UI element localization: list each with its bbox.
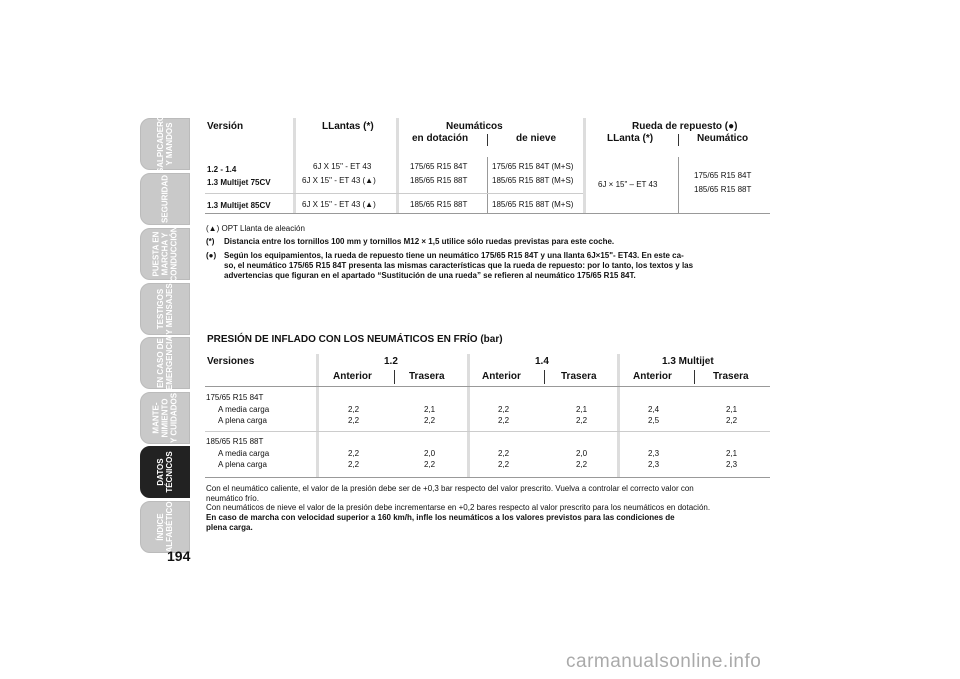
load-label: A plena carga — [218, 460, 267, 469]
header-en-dotacion: en dotación — [412, 133, 469, 144]
pressure-value: 2,4 — [648, 405, 660, 414]
pressure-value: 2,2 — [726, 416, 738, 425]
pressure-value: 2,0 — [424, 449, 436, 458]
tab-puesta-en-marcha[interactable] — [140, 228, 190, 280]
dotacion-cell: 185/65 R15 88T — [410, 176, 468, 185]
column-divider — [617, 354, 620, 478]
tab-label: MANTE- NIMIENTO Y CUIDADOS — [151, 392, 179, 444]
tab-label: DATOS TÉCNICOS — [156, 451, 174, 493]
pressure-value: 2,2 — [498, 460, 510, 469]
repuesto-llanta-cell: 6J × 15" – ET 43 — [598, 180, 658, 189]
footer-bold-text: plena carga. — [206, 523, 253, 532]
column-divider — [293, 118, 296, 214]
tab-seguridad[interactable] — [140, 173, 190, 225]
note-mark: (●) — [206, 251, 217, 260]
load-label: A media carga — [218, 449, 270, 458]
pressure-value: 2,2 — [498, 449, 510, 458]
pressure-value: 2,2 — [348, 416, 360, 425]
load-label: A plena carga — [218, 416, 267, 425]
tab-salpicadero[interactable] — [140, 114, 190, 174]
table-bottom-rule — [205, 477, 770, 478]
note-mark: (*) — [206, 237, 215, 246]
dotacion-cell: 175/65 R15 84T — [410, 162, 468, 171]
pressure-value: 2,1 — [726, 405, 738, 414]
pressure-value: 2,5 — [648, 416, 660, 425]
trasera-header: Trasera — [561, 371, 597, 382]
footer-text: Con el neumático caliente, el valor de la presión debe ser de +0,3 bar respecto del valor prescrito. Vuelva a controlar el correcto valor con — [206, 484, 694, 493]
header-version: Versión — [207, 121, 244, 132]
llanta-cell: 6J X 15" - ET 43 (▲) — [302, 200, 376, 209]
pressure-value: 2,1 — [576, 405, 588, 414]
column-divider — [467, 354, 470, 478]
trasera-header: Trasera — [713, 371, 749, 382]
note-repuesto-line: Según los equipamientos, la rueda de repuesto tiene un neumático 175/65 R15 84T y una llanta 6J×15"- ET43. En este ca- — [224, 251, 684, 260]
section-title: PRESIÓN DE INFLADO CON LOS NEUMÁTICOS EN FRÍO (bar) — [207, 334, 503, 345]
row-divider — [205, 431, 770, 432]
pressure-value: 2,2 — [576, 460, 588, 469]
tab-label: ÍNDICE ALFABÉTICO — [156, 501, 174, 553]
header-rueda-repuesto: Rueda de repuesto (●) — [632, 121, 738, 132]
repuesto-neumatico-cell: 175/65 R15 84T — [694, 171, 752, 180]
pressure-value: 2,1 — [726, 449, 738, 458]
llanta-cell: 6J X 15" - ET 43 (▲) — [302, 176, 376, 185]
column-divider — [394, 370, 395, 384]
tab-label: SEGURIDAD — [160, 174, 170, 224]
page-number: 194 — [167, 548, 191, 564]
llanta-cell: 6J X 15" - ET 43 — [313, 162, 372, 171]
footer-text: neumático frío. — [206, 494, 259, 503]
pressure-value: 2,3 — [648, 460, 660, 469]
watermark: carmanualsonline.info — [566, 651, 762, 672]
version-cell: 1.3 Multijet 85CV — [207, 201, 271, 210]
tire-size: 175/65 R15 84T — [206, 393, 264, 402]
engine-header: 1.2 — [384, 356, 398, 367]
version-cell: 1.2 - 1.4 — [207, 165, 237, 174]
column-divider — [583, 118, 586, 214]
repuesto-neumatico-cell: 185/65 R15 88T — [694, 185, 752, 194]
tab-testigos[interactable] — [140, 283, 190, 335]
header-versiones: Versiones — [207, 356, 255, 367]
table-bottom-rule — [205, 213, 770, 214]
header-llantas: LLantas (*) — [322, 121, 374, 132]
footer-text: Con neumáticos de nieve el valor de la presión debe incrementarse en +0,2 bares respecto al valor prescrito para los neumáticos en dotación. — [206, 503, 711, 512]
note-repuesto-line: so, el neumático 175/65 R15 84T presenta las mismas características que la rueda de repuesto: por lo tanto, los textos y las — [224, 261, 694, 270]
header-neumatico: Neumático — [697, 133, 749, 144]
column-divider — [396, 118, 399, 214]
tire-size: 185/65 R15 88T — [206, 437, 264, 446]
anterior-header: Anterior — [333, 371, 372, 382]
note-tornillos: Distancia entre los tornillos 100 mm y tornillos M12 × 1,5 utilice sólo ruedas previstas para este coche. — [224, 237, 615, 246]
column-divider — [316, 354, 319, 478]
row-divider — [205, 386, 770, 387]
tab-label: PUESTA EN MARCHA Y CONDUCCIÓN — [151, 226, 179, 282]
pressure-value: 2,3 — [726, 460, 738, 469]
column-divider — [487, 134, 488, 146]
load-label: A media carga — [218, 405, 270, 414]
column-divider — [487, 157, 488, 213]
tab-label: SALPICADERO Y MANDOS — [156, 114, 174, 174]
dotacion-cell: 185/65 R15 88T — [410, 200, 468, 209]
tab-datos-tecnicos[interactable] — [140, 446, 190, 498]
tab-label: TESTIGOS Y MENSAJES — [156, 283, 174, 335]
header-neumaticos: Neumáticos — [446, 121, 503, 132]
note-opt: (▲) OPT Llanta de aleación — [206, 224, 305, 233]
column-divider — [678, 134, 679, 146]
anterior-header: Anterior — [482, 371, 521, 382]
tab-mantenimiento[interactable] — [140, 392, 190, 444]
pressure-value: 2,0 — [576, 449, 588, 458]
tab-emergencia[interactable] — [140, 337, 190, 389]
column-divider — [678, 157, 679, 213]
engine-header: 1.3 Multijet — [662, 356, 714, 367]
header-de-nieve: de nieve — [516, 133, 557, 144]
pressure-value: 2,2 — [498, 416, 510, 425]
nieve-cell: 185/65 R15 88T (M+S) — [492, 200, 574, 209]
pressure-value: 2,2 — [424, 460, 436, 469]
pressure-value: 2,2 — [348, 405, 360, 414]
nieve-cell: 185/65 R15 88T (M+S) — [492, 176, 574, 185]
pressure-value: 2,2 — [576, 416, 588, 425]
version-cell: 1.3 Multijet 75CV — [207, 178, 271, 187]
tab-label: EN CASO DE EMERGENCIA — [156, 335, 174, 391]
column-divider — [694, 370, 695, 384]
pressure-value: 2,2 — [498, 405, 510, 414]
footer-bold-text: En caso de marcha con velocidad superior a 160 km/h, infle los neumáticos a los valores previstos para las condiciones de — [206, 513, 675, 522]
pressure-value: 2,2 — [348, 460, 360, 469]
pressure-value: 2,3 — [648, 449, 660, 458]
trasera-header: Trasera — [409, 371, 445, 382]
tab-indice[interactable] — [140, 501, 190, 553]
row-divider — [205, 193, 583, 194]
anterior-header: Anterior — [633, 371, 672, 382]
header-llanta: LLanta (*) — [607, 133, 654, 144]
pressure-value: 2,2 — [348, 449, 360, 458]
pressure-value: 2,2 — [424, 416, 436, 425]
engine-header: 1.4 — [535, 356, 549, 367]
note-repuesto-line: advertencias que figuran en el apartado “Sustitución de una rueda” se refieren al neumático 175/65 R15 84T. — [224, 271, 636, 280]
nieve-cell: 175/65 R15 84T (M+S) — [492, 162, 574, 171]
pressure-value: 2,1 — [424, 405, 436, 414]
column-divider — [544, 370, 545, 384]
